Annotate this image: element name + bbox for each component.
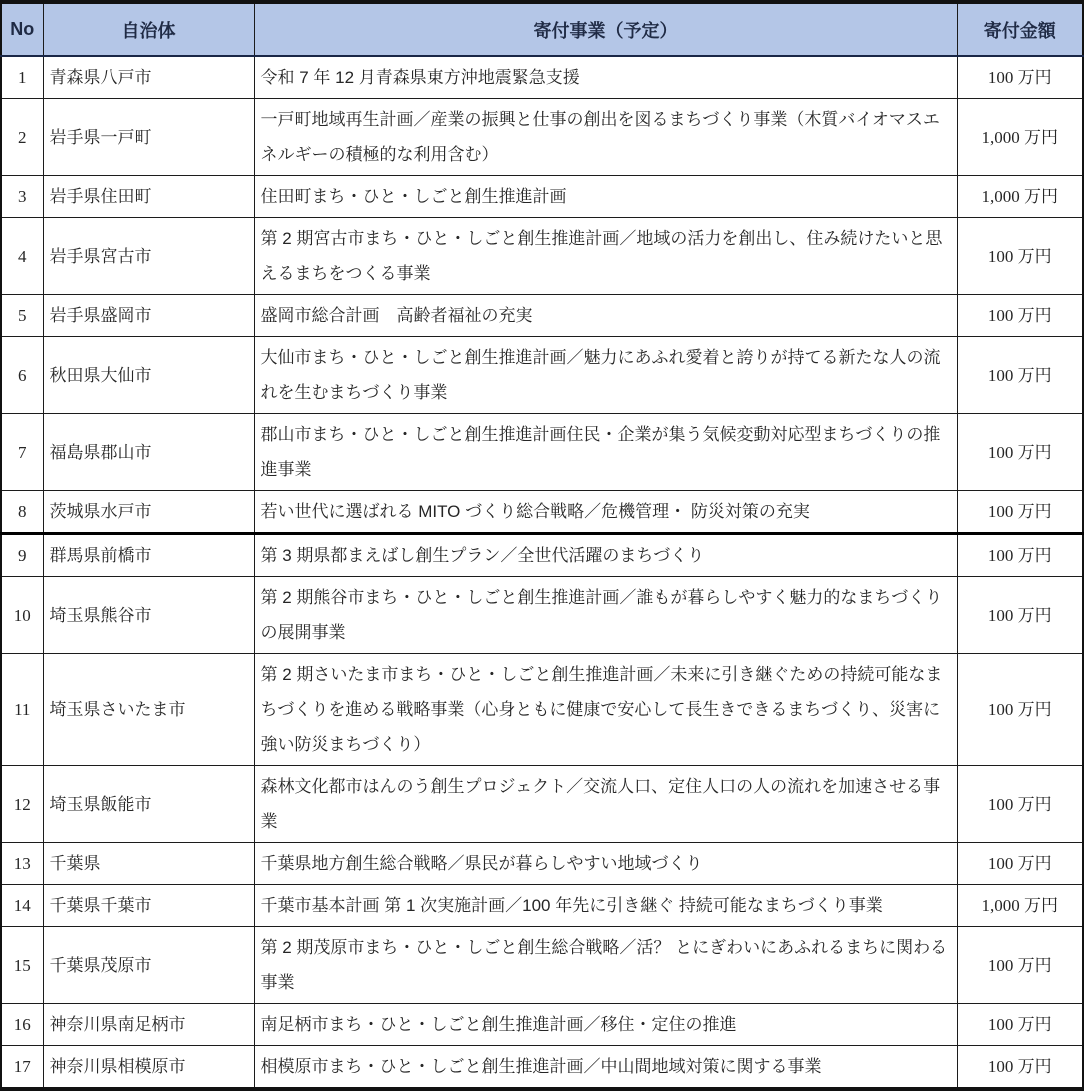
row-no: 11 <box>1 654 43 766</box>
municipality-cell: 神奈川県南足柄市 <box>43 1004 254 1046</box>
municipality-cell: 岩手県宮古市 <box>43 218 254 295</box>
project-cell: 第 2 期宮古市まち・ひと・しごと創生推進計画／地域の活力を創出し、住み続けたいと思えるまちをつくる事業 <box>254 218 957 295</box>
table-row <box>1 534 1083 577</box>
row-no: 17 <box>1 1046 43 1090</box>
project-cell: 若い世代に選ばれる MITO づくり総合戦略／危機管理・ 防災対策の充実 <box>254 491 957 534</box>
table-row <box>1 885 1083 927</box>
municipality-cell: 岩手県一戸町 <box>43 99 254 176</box>
project-cell: 大仙市まち・ひと・しごと創生推進計画／魅力にあふれ愛着と誇りが持てる新たな人の流れを生むまちづくり事業 <box>254 337 957 414</box>
table-row <box>1 491 1083 534</box>
table-row <box>1 337 1083 414</box>
project-cell: 住田町まち・ひと・しごと創生推進計画 <box>254 176 957 218</box>
row-no: 5 <box>1 295 43 337</box>
municipality-cell: 茨城県水戸市 <box>43 491 254 534</box>
amount-cell: 100 万円 <box>957 766 1083 843</box>
table-row <box>1 843 1083 885</box>
project-cell: 第 2 期茂原市まち・ひと・しごと創生総合戦略／活？ とにぎわいにあふれるまちに関わる事業 <box>254 927 957 1004</box>
table-header <box>1 2 1083 56</box>
project-cell: 南足柄市まち・ひと・しごと創生推進計画／移住・定住の推進 <box>254 1004 957 1046</box>
project-cell: 第 3 期県都まえばし創生プラン／全世代活躍のまちづくり <box>254 534 957 577</box>
row-no: 8 <box>1 491 43 534</box>
amount-cell: 100 万円 <box>957 927 1083 1004</box>
row-no: 1 <box>1 56 43 99</box>
amount-cell: 100 万円 <box>957 843 1083 885</box>
amount-cell: 100 万円 <box>957 218 1083 295</box>
project-cell: 相模原市まち・ひと・しごと創生推進計画／中山間地域対策に関する事業 <box>254 1046 957 1090</box>
row-no: 15 <box>1 927 43 1004</box>
row-no: 6 <box>1 337 43 414</box>
row-no: 3 <box>1 176 43 218</box>
amount-cell: 100 万円 <box>957 337 1083 414</box>
amount-cell: 1,000 万円 <box>957 885 1083 927</box>
municipality-cell: 福島県郡山市 <box>43 414 254 491</box>
municipality-cell: 秋田県大仙市 <box>43 337 254 414</box>
project-cell: 森林文化都市はんのう創生プロジェクト／交流人口、定住人口の人の流れを加速させる事業 <box>254 766 957 843</box>
municipality-cell: 埼玉県飯能市 <box>43 766 254 843</box>
municipality-cell: 群馬県前橋市 <box>43 534 254 577</box>
municipality-cell: 神奈川県相模原市 <box>43 1046 254 1090</box>
project-cell: 盛岡市総合計画 高齢者福祉の充実 <box>254 295 957 337</box>
row-no: 10 <box>1 577 43 654</box>
table-body <box>1 56 1083 1089</box>
row-no: 2 <box>1 99 43 176</box>
project-cell: 一戸町地域再生計画／産業の振興と仕事の創出を図るまちづくり事業（木質バイオマスエネルギーの積極的な利用含む） <box>254 99 957 176</box>
header-no: No <box>1 2 43 56</box>
table-row <box>1 766 1083 843</box>
municipality-cell: 埼玉県さいたま市 <box>43 654 254 766</box>
amount-cell: 100 万円 <box>957 654 1083 766</box>
project-cell: 令和 7 年 12 月青森県東方沖地震緊急支援 <box>254 56 957 99</box>
table-row <box>1 295 1083 337</box>
table-row <box>1 577 1083 654</box>
row-no: 16 <box>1 1004 43 1046</box>
row-no: 7 <box>1 414 43 491</box>
amount-cell: 100 万円 <box>957 491 1083 534</box>
table-row <box>1 1046 1083 1090</box>
amount-cell: 1,000 万円 <box>957 176 1083 218</box>
amount-cell: 1,000 万円 <box>957 99 1083 176</box>
table-row <box>1 56 1083 99</box>
project-cell: 千葉市基本計画 第 1 次実施計画／100 年先に引き継ぐ 持続可能なまちづくり事業 <box>254 885 957 927</box>
row-no: 14 <box>1 885 43 927</box>
municipality-cell: 青森県八戸市 <box>43 56 254 99</box>
municipality-cell: 千葉県茂原市 <box>43 927 254 1004</box>
amount-cell: 100 万円 <box>957 56 1083 99</box>
header-project: 寄付事業（予定） <box>254 2 957 56</box>
municipality-cell: 千葉県千葉市 <box>43 885 254 927</box>
header-row <box>1 2 1083 56</box>
header-municipality: 自治体 <box>43 2 254 56</box>
amount-cell: 100 万円 <box>957 1004 1083 1046</box>
table-row <box>1 414 1083 491</box>
table-row <box>1 99 1083 176</box>
project-cell: 千葉県地方創生総合戦略／県民が暮らしやすい地域づくり <box>254 843 957 885</box>
header-amount: 寄付金額 <box>957 2 1083 56</box>
project-cell: 郡山市まち・ひと・しごと創生推進計画住民・企業が集う気候変動対応型まちづくりの推進事業 <box>254 414 957 491</box>
table-row <box>1 927 1083 1004</box>
municipality-cell: 岩手県盛岡市 <box>43 295 254 337</box>
municipality-cell: 岩手県住田町 <box>43 176 254 218</box>
amount-cell: 100 万円 <box>957 534 1083 577</box>
municipality-cell: 埼玉県熊谷市 <box>43 577 254 654</box>
table-row <box>1 218 1083 295</box>
row-no: 12 <box>1 766 43 843</box>
row-no: 13 <box>1 843 43 885</box>
row-no: 9 <box>1 534 43 577</box>
amount-cell: 100 万円 <box>957 1046 1083 1090</box>
project-cell: 第 2 期さいたま市まち・ひと・しごと創生推進計画／未来に引き継ぐための持続可能なまちづくりを進める戦略事業（心身ともに健康で安心して長生きできるまちづくり、災害に強い防災まちづくり） <box>254 654 957 766</box>
amount-cell: 100 万円 <box>957 414 1083 491</box>
table-row <box>1 1004 1083 1046</box>
table-row <box>1 176 1083 218</box>
row-no: 4 <box>1 218 43 295</box>
amount-cell: 100 万円 <box>957 295 1083 337</box>
municipality-cell: 千葉県 <box>43 843 254 885</box>
table-row <box>1 654 1083 766</box>
amount-cell: 100 万円 <box>957 577 1083 654</box>
project-cell: 第 2 期熊谷市まち・ひと・しごと創生推進計画／誰もが暮らしやすく魅力的なまちづくりの展開事業 <box>254 577 957 654</box>
